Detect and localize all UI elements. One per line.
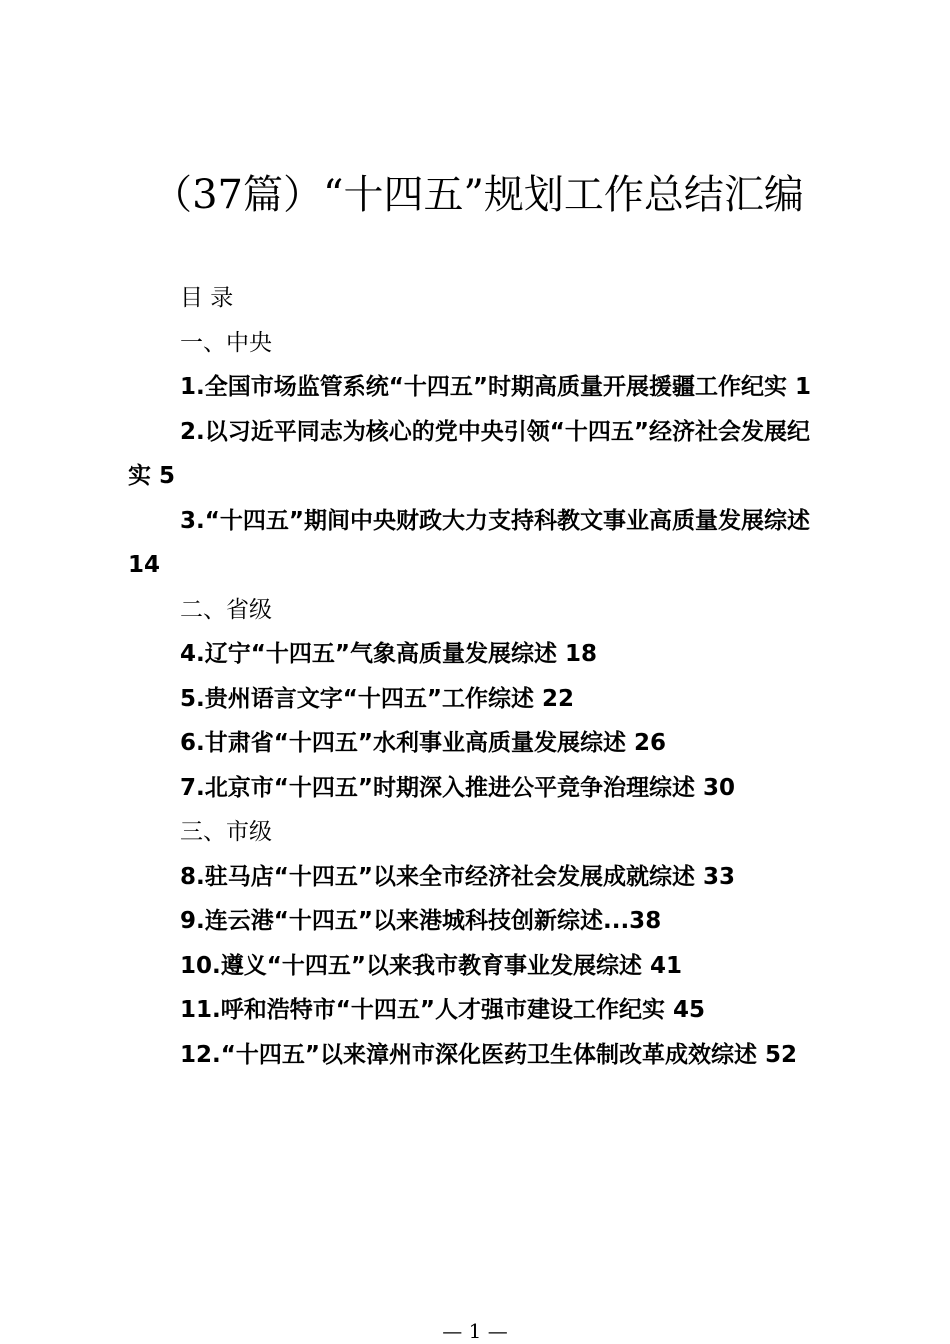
- toc-heading: 目 录: [180, 285, 234, 311]
- toc-entry[interactable]: 6.甘肃省“十四五”水利事业高质量发展综述 26: [180, 730, 666, 757]
- toc-entry[interactable]: 7.北京市“十四五”时期深入推进公平竞争治理综述 30: [180, 774, 735, 801]
- toc-entry[interactable]: 4.辽宁“十四五”气象高质量发展综述 18: [180, 641, 597, 668]
- table-of-contents: [128, 276, 828, 1077]
- toc-entry[interactable]: 10.遵义“十四五”以来我市教育事业发展综述 41: [180, 952, 682, 979]
- toc-entry[interactable]: 1.全国市场监管系统“十四五”时期高质量开展援疆工作纪实 1: [180, 374, 811, 401]
- section-heading: 二、省级: [180, 596, 272, 623]
- toc-entry[interactable]: 11.呼和浩特市“十四五”人才强市建设工作纪实 45: [180, 997, 705, 1024]
- toc-entry[interactable]: 12.“十四五”以来漳州市深化医药卫生体制改革成效综述 52: [180, 1041, 797, 1068]
- section-heading: 三、市级: [180, 819, 272, 846]
- page-number: — 1 —: [442, 1319, 508, 1343]
- toc-entry[interactable]: 5.贵州语言文字“十四五”工作综述 22: [180, 685, 574, 712]
- section-heading: 一、中央: [180, 329, 272, 356]
- toc-entry[interactable]: 8.驻马店“十四五”以来全市经济社会发展成就综述 33: [180, 863, 735, 890]
- toc-entry[interactable]: 3.“十四五”期间中央财政大力支持科教文事业高质量发展综述 14: [128, 507, 810, 579]
- toc-entry[interactable]: 9.连云港“十四五”以来港城科技创新综述...38: [180, 908, 662, 935]
- document-title: （37篇）“十四五”规划工作总结汇编: [152, 172, 804, 218]
- toc-entry[interactable]: 2.以习近平同志为核心的党中央引领“十四五”经济社会发展纪实 5: [128, 418, 810, 490]
